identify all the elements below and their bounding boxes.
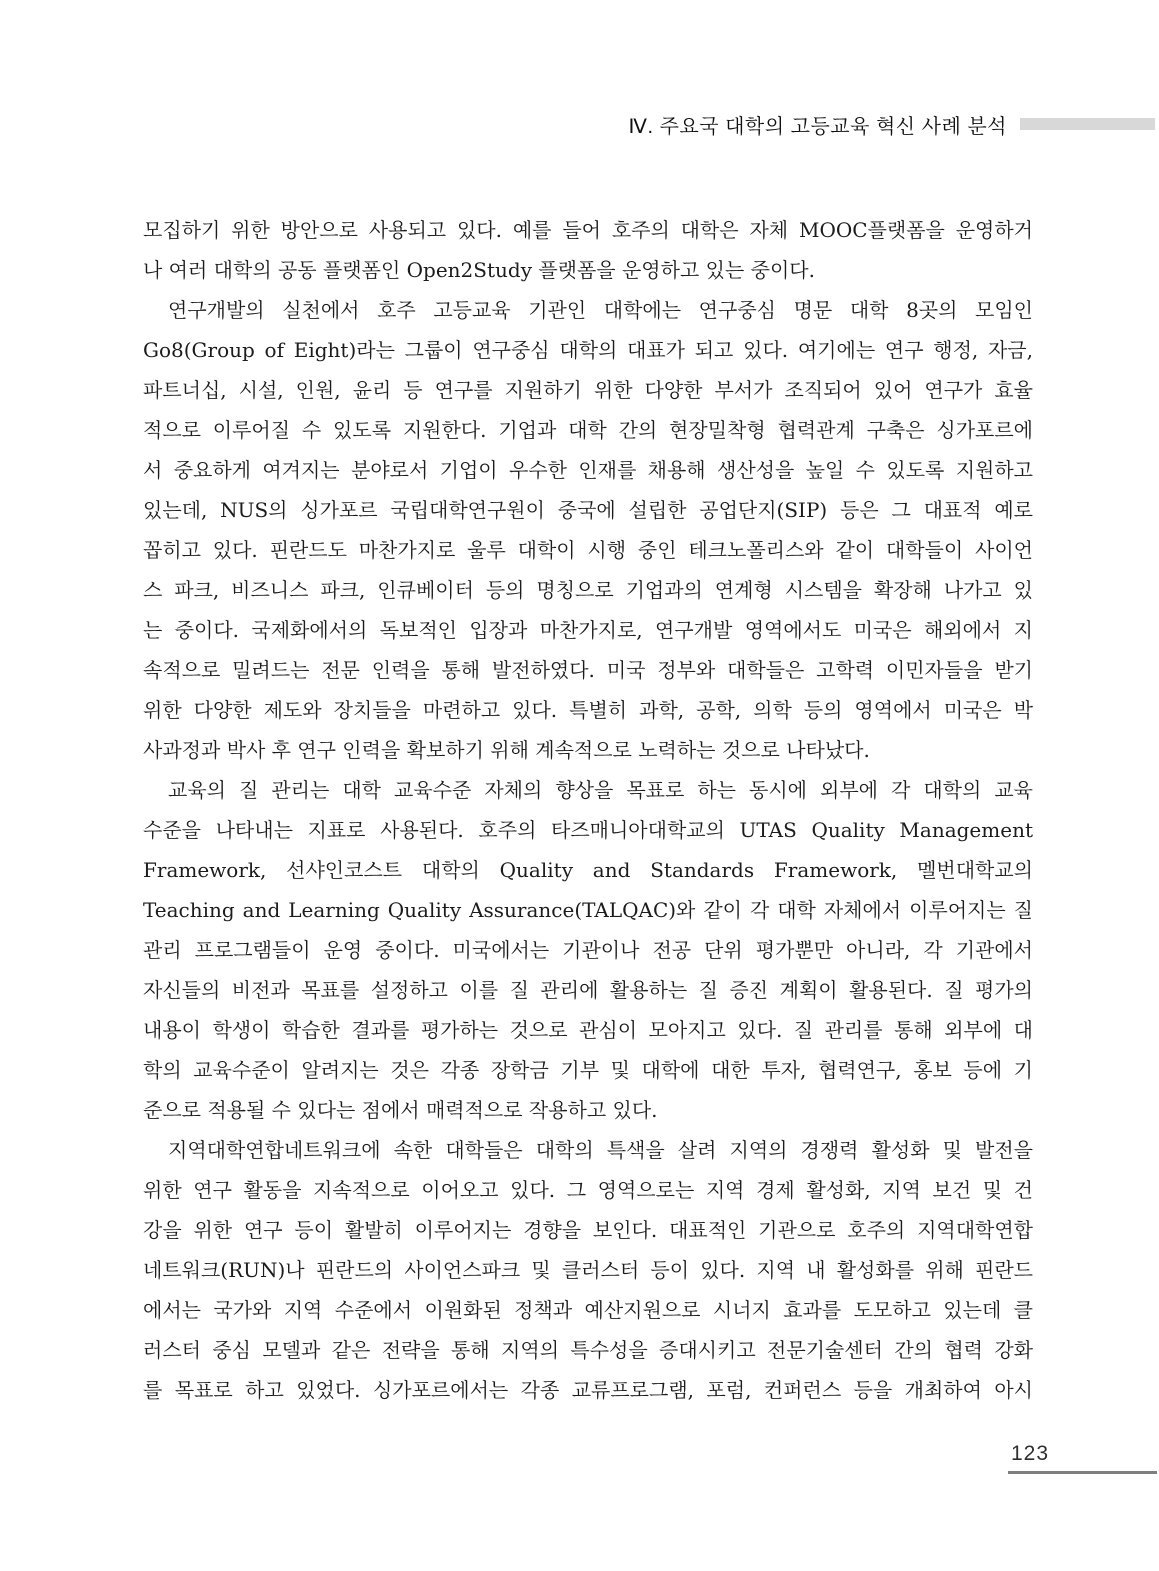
paragraph <box>143 770 1033 1130</box>
text-line: 내용이 학생이 학습한 결과를 평가하는 것으로 관심이 모아지고 있다. 질 관리를 통해 외부에 대 <box>143 1018 1033 1042</box>
text-line: 학의 교육수준이 알려지는 것은 각종 장학금 기부 및 대학에 대한 투자, 협력연구, 홍보 등에 기 <box>143 1058 1033 1082</box>
text-line: 모집하기 위한 방안으로 사용되고 있다. 예를 들어 호주의 대학은 자체 MOOC플랫폼을 운영하거 <box>143 218 1033 242</box>
text-line: 속적으로 밀려드는 전문 인력을 통해 발전하였다. 미국 정부와 대학들은 고학력 이민자들을 받기 <box>143 658 1033 682</box>
page-number: 123 <box>1011 1442 1050 1465</box>
text-line: 꼽히고 있다. 핀란드도 마찬가지로 울루 대학이 시행 중인 테크노폴리스와 같이 대학들이 사이언 <box>143 538 1033 562</box>
paragraph <box>143 1130 1033 1410</box>
body-text <box>143 210 1033 1410</box>
text-line: 스 파크, 비즈니스 파크, 인큐베이터 등의 명칭으로 기업과의 연계형 시스템을 확장해 나가고 있 <box>143 578 1033 602</box>
paragraph <box>143 290 1033 770</box>
page-header <box>0 110 1155 138</box>
text-line: Teaching and Learning Quality Assurance(TALQAC)와 같이 각 대학 자체에서 이루어지는 질 <box>143 898 1033 922</box>
text-line: 서 중요하게 여겨지는 분야로서 기업이 우수한 인재를 채용해 생산성을 높일 수 있도록 지원하고 <box>143 458 1033 482</box>
text-line: 위한 다양한 제도와 장치들을 마련하고 있다. 특별히 과학, 공학, 의학 등의 영역에서 미국은 박 <box>143 698 1033 722</box>
header-decoration-bar <box>1020 118 1155 130</box>
text-line: 연구개발의 실천에서 호주 고등교육 기관인 대학에는 연구중심 명문 대학 8곳의 모임인 <box>168 298 1033 322</box>
text-line: Go8(Group of Eight)라는 그룹이 연구중심 대학의 대표가 되고 있다. 여기에는 연구 행정, 자금, <box>143 338 1033 362</box>
paragraph <box>143 210 1033 290</box>
text-line: 지역대학연합네트워크에 속한 대학들은 대학의 특색을 살려 지역의 경쟁력 활성화 및 발전을 <box>168 1138 1033 1162</box>
text-line: 자신들의 비전과 목표를 설정하고 이를 질 관리에 활용하는 질 증진 계획이 활용된다. 질 평가의 <box>143 978 1033 1002</box>
text-line: 강을 위한 연구 등이 활발히 이루어지는 경향을 보인다. 대표적인 기관으로 호주의 지역대학연합 <box>143 1218 1033 1242</box>
footer-rule <box>1008 1471 1157 1474</box>
text-line: 사과정과 박사 후 연구 인력을 확보하기 위해 계속적으로 노력하는 것으로 나타났다. <box>143 738 870 762</box>
text-line: 러스터 중심 모델과 같은 전략을 통해 지역의 특수성을 증대시키고 전문기술센터 간의 협력 강화 <box>143 1338 1033 1362</box>
page-footer <box>1008 1440 1157 1474</box>
text-line: 교육의 질 관리는 대학 교육수준 자체의 향상을 목표로 하는 동시에 외부에 각 대학의 교육 <box>168 778 1033 802</box>
text-line: 는 중이다. 국제화에서의 독보적인 입장과 마찬가지로, 연구개발 영역에서도 미국은 해외에서 지 <box>143 618 1033 642</box>
text-line: Framework, 선샤인코스트 대학의 Quality and Standards Framework, 멜번대학교의 <box>143 858 1033 882</box>
text-line: 파트너십, 시설, 인원, 윤리 등 연구를 지원하기 위한 다양한 부서가 조직되어 있어 연구가 효율 <box>143 378 1033 402</box>
text-line: 적으로 이루어질 수 있도록 지원한다. 기업과 대학 간의 현장밀착형 협력관계 구축은 싱가포르에 <box>143 418 1033 442</box>
text-line: 네트워크(RUN)나 핀란드의 사이언스파크 및 클러스터 등이 있다. 지역 내 활성화를 위해 핀란드 <box>143 1258 1033 1282</box>
chapter-heading: Ⅳ. 주요국 대학의 고등교육 혁신 사례 분석 <box>628 115 1007 138</box>
text-line: 수준을 나타내는 지표로 사용된다. 호주의 타즈매니아대학교의 UTAS Quality Management <box>143 818 1033 842</box>
text-line: 있는데, NUS의 싱가포르 국립대학연구원이 중국에 설립한 공업단지(SIP) 등은 그 대표적 예로 <box>143 498 1033 522</box>
text-line: 준으로 적용될 수 있다는 점에서 매력적으로 작용하고 있다. <box>143 1098 658 1122</box>
text-line: 에서는 국가와 지역 수준에서 이원화된 정책과 예산지원으로 시너지 효과를 도모하고 있는데 클 <box>143 1298 1033 1322</box>
text-line: 위한 연구 활동을 지속적으로 이어오고 있다. 그 영역으로는 지역 경제 활성화, 지역 보건 및 건 <box>143 1178 1033 1202</box>
text-line: 를 목표로 하고 있었다. 싱가포르에서는 각종 교류프로그램, 포럼, 컨퍼런스 등을 개최하여 아시 <box>143 1378 1033 1402</box>
text-line: 관리 프로그램들이 운영 중이다. 미국에서는 기관이나 전공 단위 평가뿐만 아니라, 각 기관에서 <box>143 938 1033 962</box>
text-line: 나 여러 대학의 공동 플랫폼인 Open2Study 플랫폼을 운영하고 있는 중이다. <box>143 258 815 282</box>
